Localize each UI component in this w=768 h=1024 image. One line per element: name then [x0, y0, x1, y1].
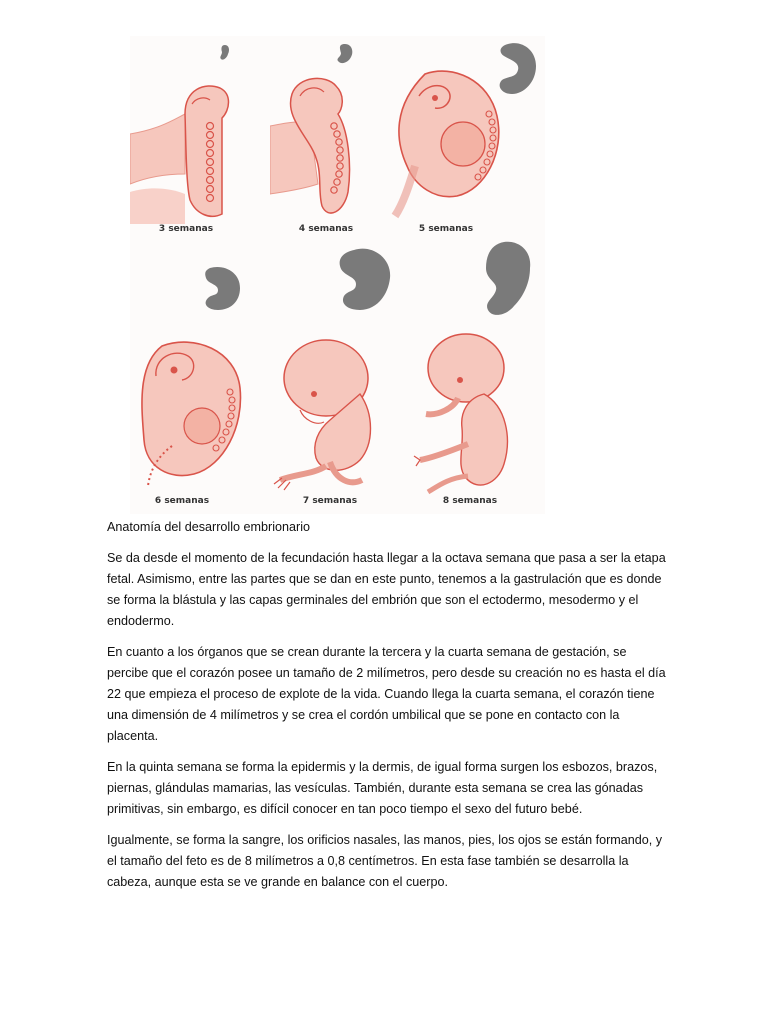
caption-4-weeks: 4 semanas — [298, 224, 354, 234]
size-silhouette-4-weeks — [334, 42, 356, 66]
size-silhouette-7-weeks — [334, 246, 394, 316]
paragraph-organos: En cuanto a los órganos que se crean durante la tercera y la cuarta semana de gestación, se percibe que el corazón posee un tamaño de 2 milímetros, pero desde su creación no es hasta el día 22 que empieza el proceso de explote de la vida. Cuando llega la cuarta semana, el corazón tiene una dimensión de 4 milímetros y se crea el cordón umbilical que se pone en contacto con la placenta. — [107, 645, 666, 743]
size-silhouette-8-weeks — [480, 240, 536, 320]
embryo-development-figure — [130, 36, 545, 514]
embryo-5-weeks — [385, 66, 515, 226]
embryo-4-weeks — [270, 74, 390, 224]
embryo-3-weeks — [130, 74, 255, 224]
caption-6-weeks: 6 semanas — [154, 496, 210, 506]
size-silhouette-3-weeks — [218, 44, 232, 62]
caption-3-weeks: 3 semanas — [158, 224, 214, 234]
embryo-6-weeks — [132, 336, 250, 496]
size-silhouette-6-weeks — [200, 264, 242, 312]
paragraph-quinta-semana: En la quinta semana se forma la epidermis y la dermis, de igual forma surgen los esbozos, brazos, piernas, glándulas mamarias, las vesículas. También, durante esta semana se crea las gónadas primitivas, sin embargo, es difícil conocer en tan poco tiempo el sexo del futuro bebé. — [107, 760, 658, 816]
caption-8-weeks: 8 semanas — [442, 496, 498, 506]
document-body — [107, 517, 667, 903]
paragraph-fecundacion: Se da desde el momento de la fecundación hasta llegar a la octava semana que pasa a ser la etapa fetal. Asimismo, entre las partes que se dan en este punto, tenemos a la gastrulación que es donde se forma la blástula y las capas germinales del embrión que son el ectodermo, mesodermo y el endodermo. — [107, 551, 666, 628]
embryo-8-weeks — [408, 328, 538, 498]
embryo-7-weeks — [270, 334, 400, 494]
paragraph-sangre: Igualmente, se forma la sangre, los orificios nasales, las manos, pies, los ojos se están formando, y el tamaño del feto es de 8 milímetros a 0,8 centímetros. En esta fase también se desarrolla la cabeza, aunque esta se ve grande en balance con el cuerpo. — [107, 833, 663, 889]
caption-5-weeks: 5 semanas — [418, 224, 474, 234]
caption-7-weeks: 7 semanas — [302, 496, 358, 506]
document-title: Anatomía del desarrollo embrionario — [107, 520, 311, 534]
